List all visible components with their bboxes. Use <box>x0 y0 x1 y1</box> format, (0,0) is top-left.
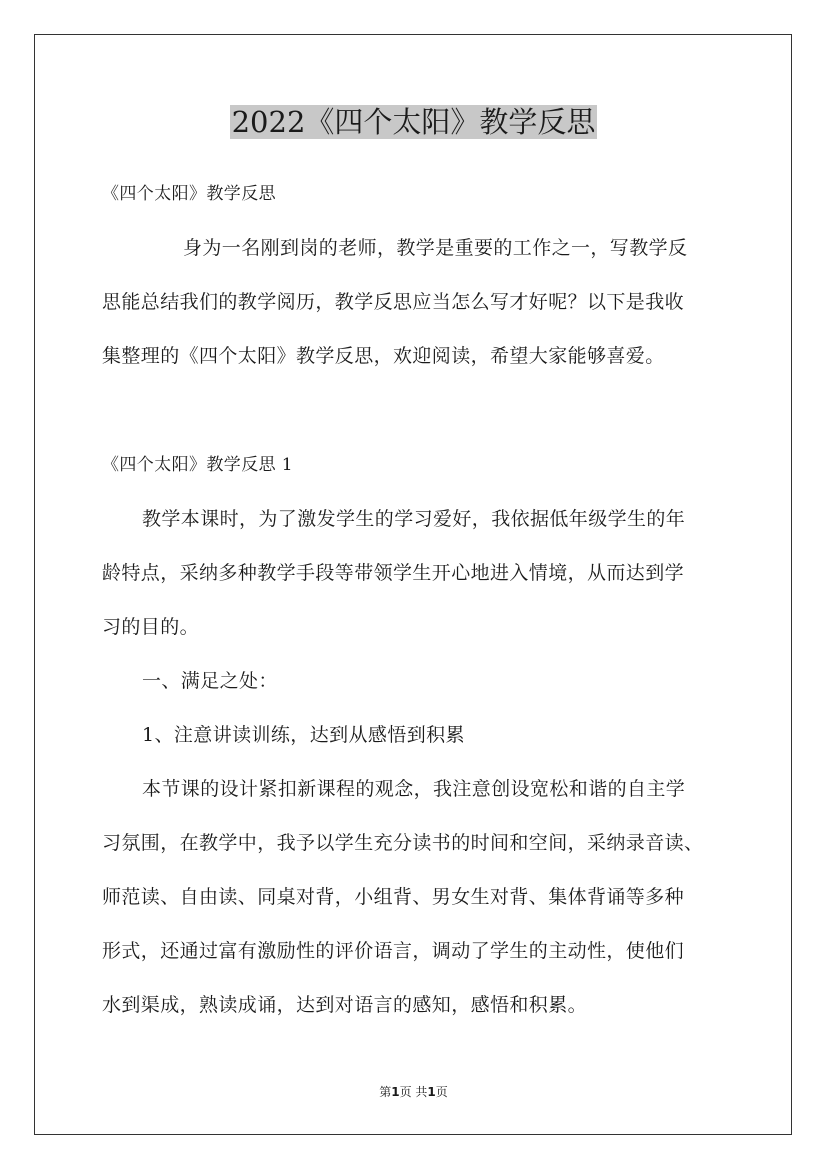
body-line-6: 本节课的设计紧扣新课程的观念，我注意创设宽松和谐的自主学 <box>142 778 686 800</box>
intro-line-1: 身为一名刚到岗的老师，教学是重要的工作之一，写教学反 <box>183 237 688 259</box>
body-line-2: 龄特点，采纳多种教学手段等带领学生开心地进入情境，从而达到学 <box>102 562 685 584</box>
body-line-7: 习氛围，在教学中，我予以学生充分读书的时间和空间，采纳录音读、 <box>102 832 704 854</box>
body-line-1: 教学本课时，为了激发学生的学习爱好，我依据低年级学生的年 <box>142 508 686 530</box>
document-title <box>0 100 827 144</box>
body-line-9: 形式，还通过富有激励性的评价语言，调动了学生的主动性，使他们 <box>102 940 685 962</box>
page-footer <box>0 1084 827 1100</box>
footer-page-number: 1 <box>391 1085 400 1099</box>
title-highlight: 2022《四个太阳》教学反思 <box>231 105 596 139</box>
subtitle: 《四个太阳》教学反思 <box>102 184 276 204</box>
intro-line-2: 思能总结我们的教学阅历，教学反思应当怎么写才好呢？以下是我收 <box>102 291 685 313</box>
footer-page-total: 1 <box>427 1085 436 1099</box>
footer-prefix: 第 <box>379 1085 392 1099</box>
body-line-10: 水到渠成，熟读成诵，达到对语言的感知，感悟和积累。 <box>102 994 588 1016</box>
body-line-8: 师范读、自由读、同桌对背，小组背、男女生对背、集体背诵等多种 <box>102 886 685 908</box>
footer-middle: 页 共 <box>399 1085 428 1099</box>
body-line-4: 一、满足之处： <box>142 670 278 692</box>
body-line-3: 习的目的。 <box>102 616 200 638</box>
intro-line-3: 集整理的《四个太阳》教学反思，欢迎阅读，希望大家能够喜爱。 <box>102 345 665 367</box>
section-heading: 《四个太阳》教学反思 1 <box>102 455 294 475</box>
body-line-5: 1、注意讲读训练，达到从感悟到积累 <box>142 724 465 746</box>
footer-suffix: 页 <box>435 1085 448 1099</box>
